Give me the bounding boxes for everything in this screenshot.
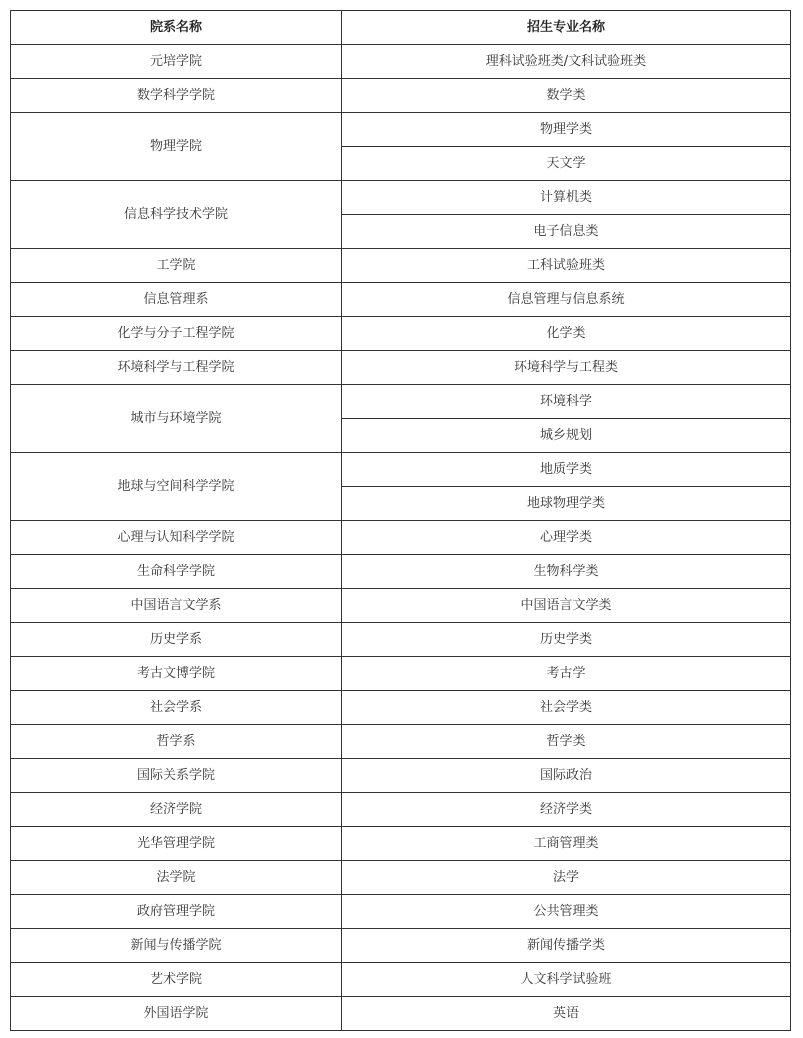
table-body xyxy=(11,45,791,1031)
table-row xyxy=(11,759,791,793)
header-department: 院系名称 xyxy=(11,11,342,45)
department-cell: 工学院 xyxy=(11,249,342,283)
table-row xyxy=(11,317,791,351)
table-row xyxy=(11,963,791,997)
table-row xyxy=(11,929,791,963)
table-row xyxy=(11,249,791,283)
table-row xyxy=(11,623,791,657)
table-row xyxy=(11,453,791,487)
department-cell: 政府管理学院 xyxy=(11,895,342,929)
major-cell: 环境科学与工程类 xyxy=(342,351,791,385)
major-cell: 化学类 xyxy=(342,317,791,351)
major-cell: 工商管理类 xyxy=(342,827,791,861)
major-cell: 经济学类 xyxy=(342,793,791,827)
department-cell: 考古文博学院 xyxy=(11,657,342,691)
major-cell: 公共管理类 xyxy=(342,895,791,929)
major-cell: 新闻传播学类 xyxy=(342,929,791,963)
department-cell: 艺术学院 xyxy=(11,963,342,997)
department-cell: 心理与认知科学学院 xyxy=(11,521,342,555)
department-cell: 信息管理系 xyxy=(11,283,342,317)
table-row xyxy=(11,861,791,895)
department-cell: 环境科学与工程学院 xyxy=(11,351,342,385)
major-cell: 社会学类 xyxy=(342,691,791,725)
table-row xyxy=(11,283,791,317)
table-row xyxy=(11,997,791,1031)
table-row xyxy=(11,351,791,385)
table-row xyxy=(11,79,791,113)
table-row xyxy=(11,589,791,623)
major-cell: 信息管理与信息系统 xyxy=(342,283,791,317)
major-cell: 哲学类 xyxy=(342,725,791,759)
major-cell: 地质学类 xyxy=(342,453,791,487)
table-row xyxy=(11,521,791,555)
table-header-row xyxy=(11,11,791,45)
major-cell: 天文学 xyxy=(342,147,791,181)
table-row xyxy=(11,113,791,147)
department-cell: 城市与环境学院 xyxy=(11,385,342,453)
major-cell: 城乡规划 xyxy=(342,419,791,453)
department-cell: 哲学系 xyxy=(11,725,342,759)
department-cell: 物理学院 xyxy=(11,113,342,181)
department-cell: 生命科学学院 xyxy=(11,555,342,589)
admissions-table xyxy=(10,10,791,1031)
table-row xyxy=(11,895,791,929)
department-cell: 数学科学学院 xyxy=(11,79,342,113)
major-cell: 心理学类 xyxy=(342,521,791,555)
table-row xyxy=(11,691,791,725)
table-row xyxy=(11,657,791,691)
department-cell: 新闻与传播学院 xyxy=(11,929,342,963)
major-cell: 考古学 xyxy=(342,657,791,691)
major-cell: 人文科学试验班 xyxy=(342,963,791,997)
table-row xyxy=(11,793,791,827)
department-cell: 化学与分子工程学院 xyxy=(11,317,342,351)
major-cell: 法学 xyxy=(342,861,791,895)
major-cell: 英语 xyxy=(342,997,791,1031)
table-row xyxy=(11,181,791,215)
major-cell: 数学类 xyxy=(342,79,791,113)
major-cell: 计算机类 xyxy=(342,181,791,215)
department-cell: 元培学院 xyxy=(11,45,342,79)
department-cell: 法学院 xyxy=(11,861,342,895)
department-cell: 历史学系 xyxy=(11,623,342,657)
department-cell: 国际关系学院 xyxy=(11,759,342,793)
table-row xyxy=(11,555,791,589)
department-cell: 信息科学技术学院 xyxy=(11,181,342,249)
department-cell: 外国语学院 xyxy=(11,997,342,1031)
department-cell: 中国语言文学系 xyxy=(11,589,342,623)
major-cell: 环境科学 xyxy=(342,385,791,419)
major-cell: 电子信息类 xyxy=(342,215,791,249)
major-cell: 中国语言文学类 xyxy=(342,589,791,623)
department-cell: 社会学系 xyxy=(11,691,342,725)
header-major: 招生专业名称 xyxy=(342,11,791,45)
major-cell: 理科试验班类/文科试验班类 xyxy=(342,45,791,79)
admissions-table-container xyxy=(10,10,790,1031)
major-cell: 国际政治 xyxy=(342,759,791,793)
major-cell: 地球物理学类 xyxy=(342,487,791,521)
major-cell: 工科试验班类 xyxy=(342,249,791,283)
table-row xyxy=(11,385,791,419)
table-row xyxy=(11,827,791,861)
department-cell: 经济学院 xyxy=(11,793,342,827)
major-cell: 物理学类 xyxy=(342,113,791,147)
table-row xyxy=(11,725,791,759)
major-cell: 生物科学类 xyxy=(342,555,791,589)
table-row xyxy=(11,45,791,79)
department-cell: 光华管理学院 xyxy=(11,827,342,861)
department-cell: 地球与空间科学学院 xyxy=(11,453,342,521)
major-cell: 历史学类 xyxy=(342,623,791,657)
